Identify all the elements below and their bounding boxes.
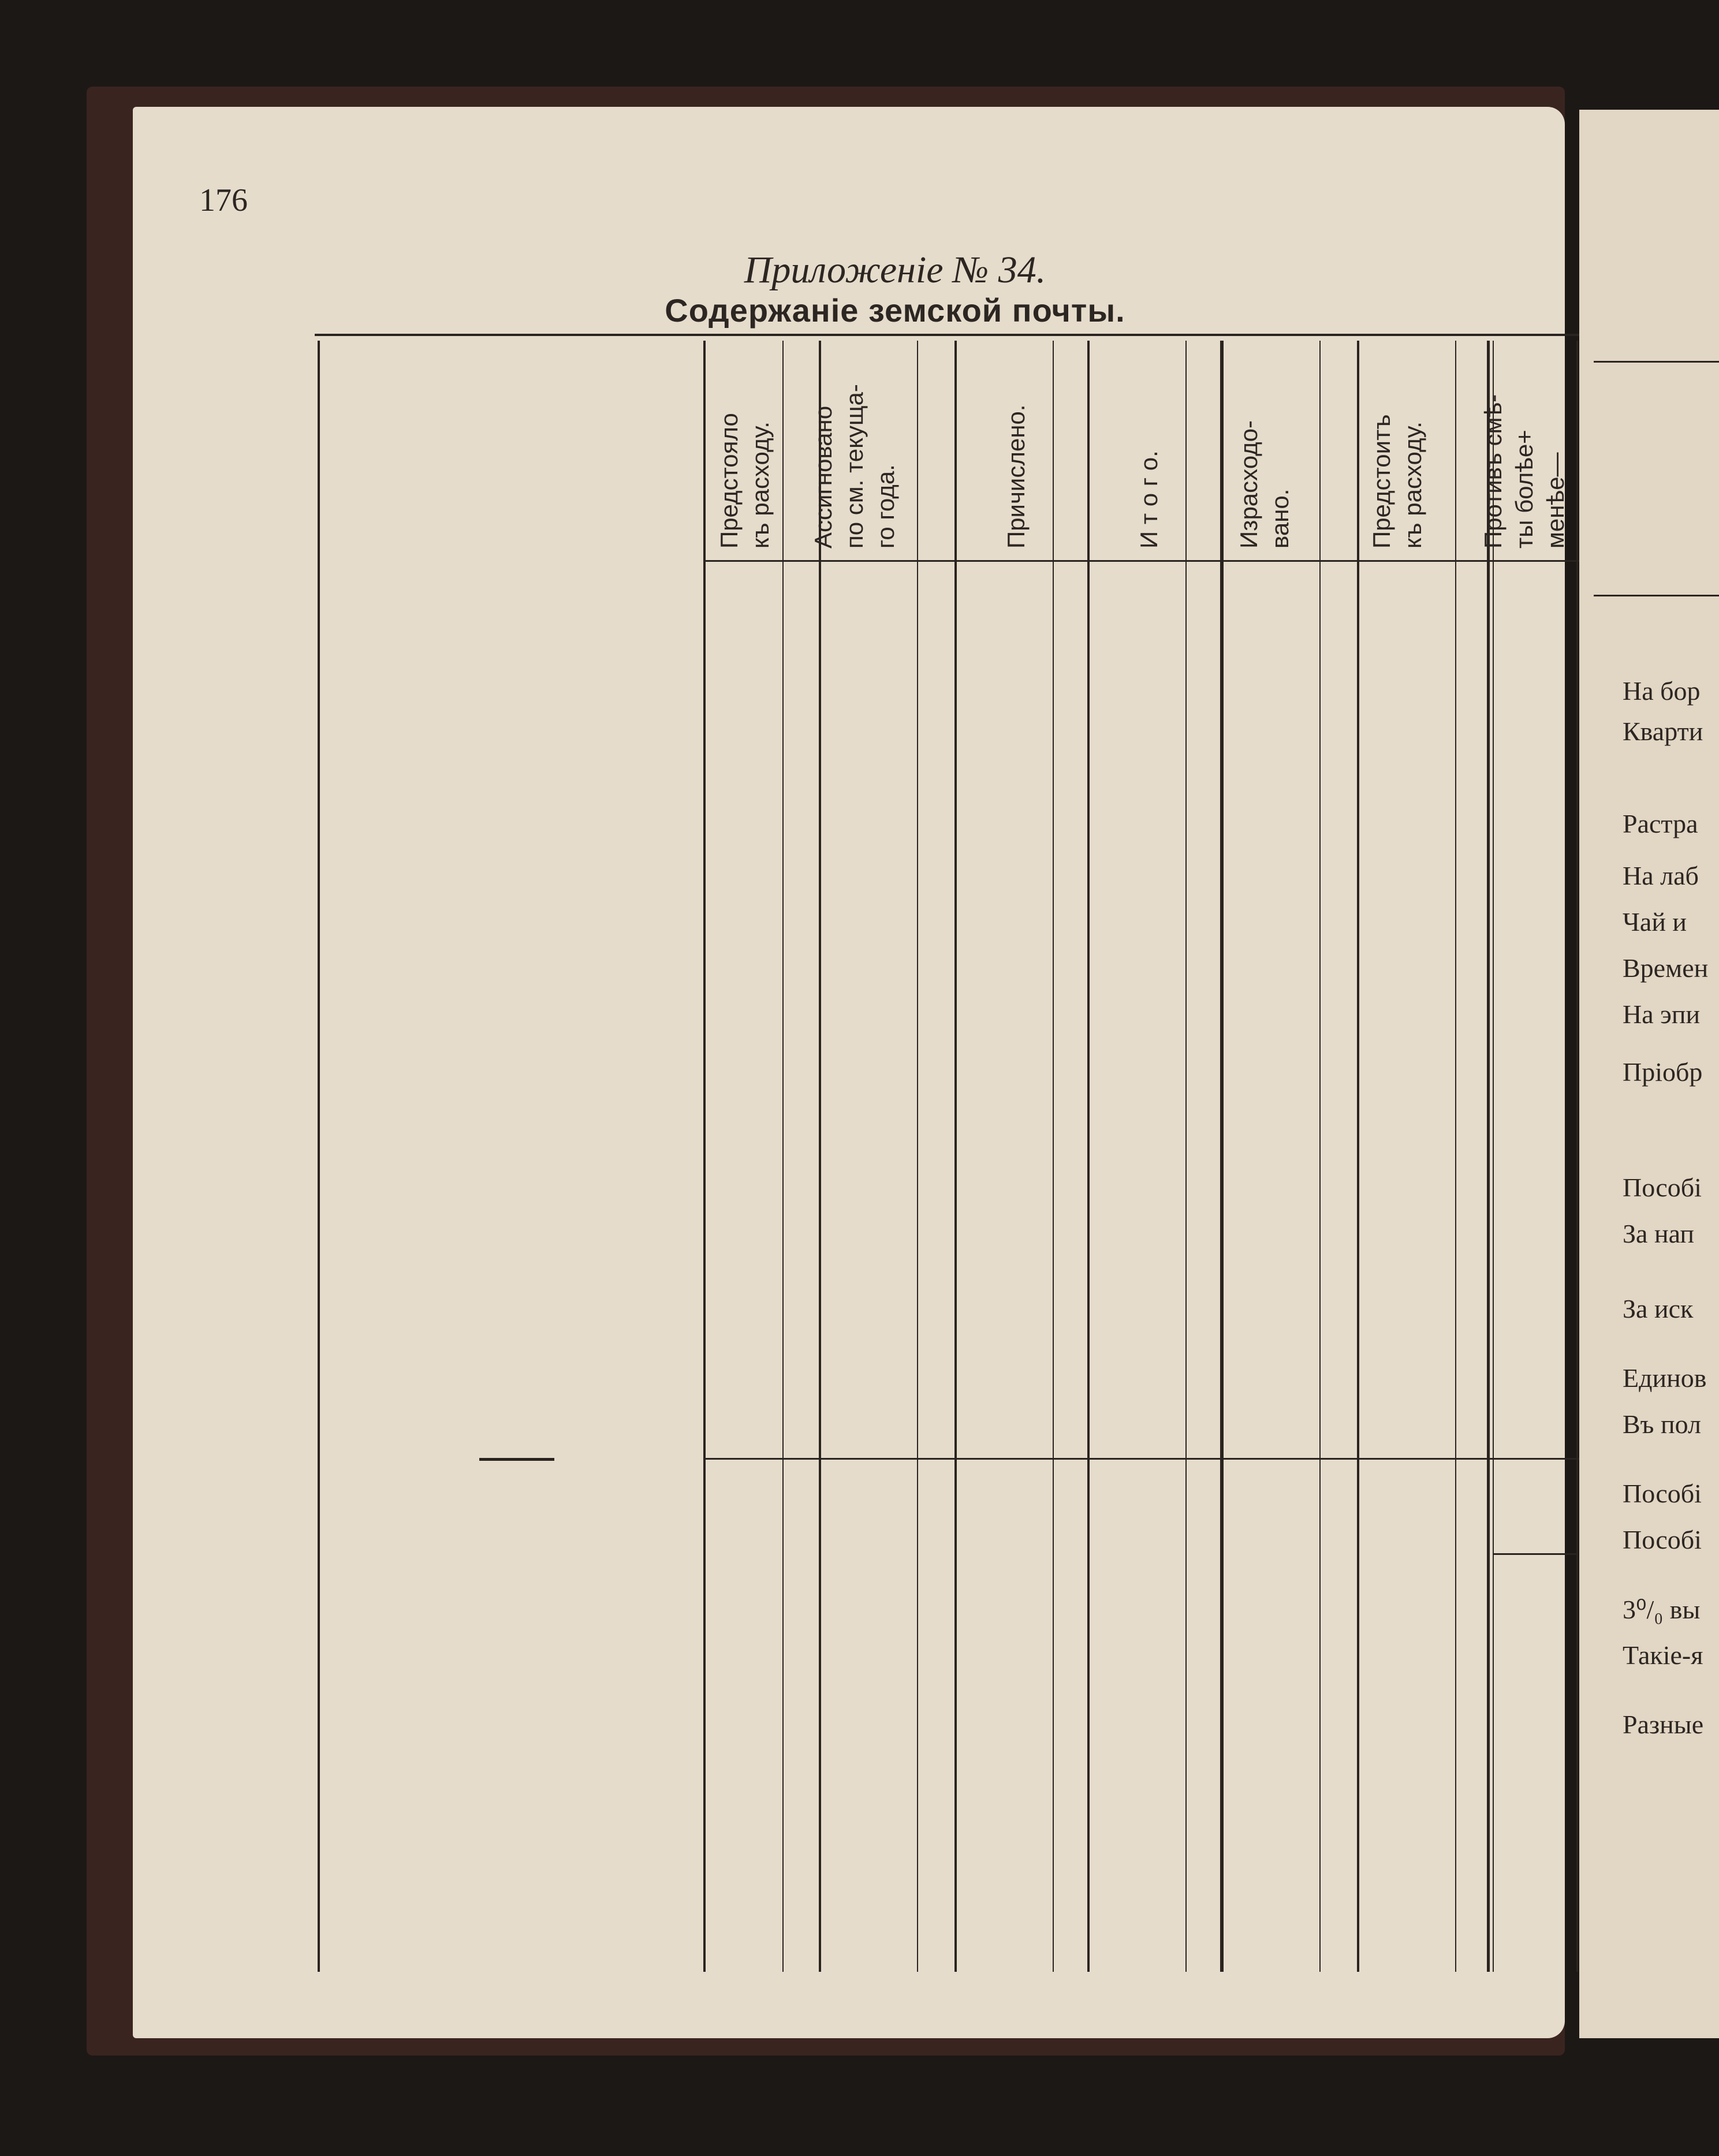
column-rule: [1576, 341, 1578, 1972]
column-header: [1001, 405, 1032, 549]
totals-top-rule: [704, 1458, 1579, 1460]
column-header: [1478, 394, 1571, 549]
page-number: 176: [199, 182, 248, 218]
column-header-line: Ассигновано: [810, 405, 837, 549]
column-rule: [1357, 341, 1359, 1972]
column-header: [1133, 450, 1165, 549]
column-rule: [1087, 341, 1090, 1972]
appendix-heading: Приложеніе № 34.: [744, 249, 1046, 291]
column-header: [1366, 414, 1429, 549]
facing-page-rule: [1594, 361, 1719, 363]
column-header-line: Израсходо-: [1235, 420, 1262, 549]
facing-page-line: Кварти: [1623, 717, 1703, 746]
column-rule: [1493, 341, 1494, 1972]
column-rule: [1455, 341, 1456, 1972]
column-header-line: къ расходу.: [747, 421, 774, 549]
facing-page-line: Разные: [1623, 1710, 1704, 1739]
column-header-line: Предстоитъ: [1368, 414, 1395, 549]
column-header-line: И т о г о.: [1135, 450, 1162, 549]
column-header-line: къ расходу.: [1399, 421, 1426, 549]
facing-page-rule: [1594, 595, 1719, 596]
column-rule: [917, 341, 918, 1972]
facing-page-line: За нап: [1623, 1219, 1695, 1248]
column-header-line: по см. текуща-: [841, 384, 868, 549]
totals-extra-rule: [1493, 1553, 1576, 1555]
facing-page-line: Чай и: [1623, 907, 1687, 937]
column-rule: [703, 341, 706, 1972]
column-header-line: вано.: [1266, 488, 1293, 549]
facing-page-line: Пособі: [1623, 1525, 1702, 1554]
column-rule: [954, 341, 957, 1972]
column-header-line: Предстояло: [715, 413, 743, 549]
facing-page-line: Растра: [1623, 809, 1698, 838]
column-rule: [782, 341, 784, 1972]
column-rule: [318, 341, 320, 1972]
column-rule: [819, 341, 821, 1972]
column-header-line: Причислено.: [1002, 404, 1030, 549]
column-header-line: менѣе—: [1542, 452, 1569, 549]
table-top-rule: [315, 334, 1579, 336]
facing-page-line: Пособі: [1623, 1173, 1702, 1202]
facing-page-line: На лаб: [1623, 861, 1699, 890]
column-rule: [1319, 341, 1321, 1972]
column-header-line: Противъ смѣ-: [1479, 394, 1507, 549]
header-bottom-rule: [704, 560, 1579, 562]
facing-page-line: За иск: [1623, 1294, 1694, 1323]
facing-page-line: Такіе-я: [1623, 1640, 1703, 1670]
facing-page-line: 3⁰/₀ вы: [1623, 1595, 1701, 1624]
label-underline: [479, 1458, 554, 1461]
facing-page-line: Пріобр: [1623, 1057, 1703, 1087]
facing-page-line: Времен: [1623, 953, 1709, 983]
column-header: [714, 413, 776, 549]
column-rule: [1053, 341, 1054, 1972]
column-rule: [1220, 341, 1224, 1972]
facing-page-line: Пособі: [1623, 1479, 1702, 1508]
column-header-line: ты болѣе+: [1511, 430, 1538, 549]
table-title: Содержаніе земской почты.: [665, 292, 1125, 329]
facing-page-line: Единов: [1623, 1363, 1707, 1393]
column-rule: [1185, 341, 1187, 1972]
column-header-line: го года.: [872, 464, 899, 549]
facing-page-line: На эпи: [1623, 999, 1701, 1029]
column-header: [1233, 420, 1296, 549]
column-header: [808, 384, 901, 549]
column-rule: [1487, 341, 1490, 1972]
facing-page-line: На бор: [1623, 676, 1701, 706]
facing-page-line: Въ пол: [1623, 1409, 1701, 1439]
